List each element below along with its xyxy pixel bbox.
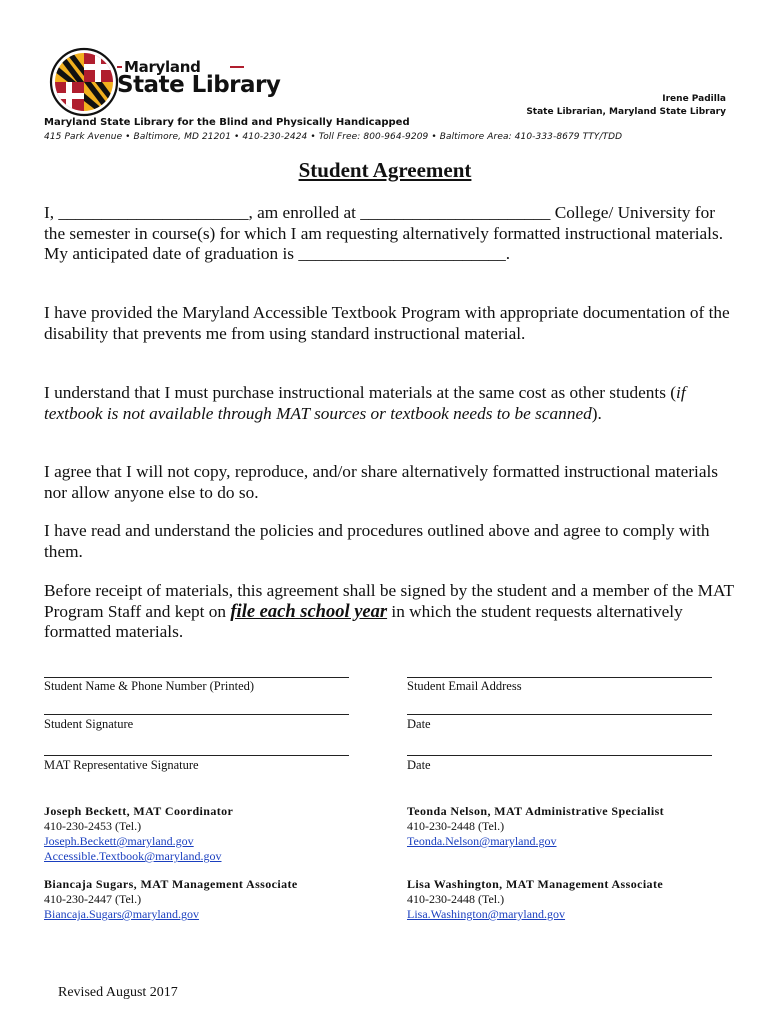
- contact-name: Teonda Nelson, MAT Administrative Specialist: [407, 804, 665, 818]
- contact-block: [44, 877, 298, 922]
- date-line-1[interactable]: [407, 714, 712, 715]
- student-name-label: Student Name & Phone Number (Printed): [44, 679, 255, 693]
- purchase-text-c: ).: [591, 403, 602, 423]
- student-signature-label: Student Signature: [44, 717, 134, 731]
- contact-email-link[interactable]: Biancaja.Sugars@maryland.gov: [44, 907, 200, 921]
- date-label-2: Date: [407, 758, 431, 772]
- contact-phone: 410-230-2453 (Tel.): [44, 819, 142, 833]
- contact-email-link-secondary[interactable]: Accessible.Textbook@maryland.gov: [44, 849, 222, 863]
- purchase-text-italic: if textbook is not available through MAT sources or textbook needs to be scanned: [44, 383, 686, 423]
- paragraph-enrollment: I, ______________________, am enrolled at ______________________ College/ University for the semester in course(s) for which I am requesting alternatively formatted instructional materials. My anticipated date of graduation is ________________________.: [44, 203, 724, 263]
- contact-phone: 410-230-2448 (Tel.): [407, 819, 505, 833]
- student-signature-line[interactable]: [44, 714, 349, 715]
- mat-rep-signature-label: MAT Representative Signature: [44, 758, 199, 772]
- receipt-text-c: in which the student requests alternatively formatted materials.: [44, 601, 683, 641]
- header-right-block: [526, 93, 726, 119]
- contact-email-link[interactable]: Teonda.Nelson@maryland.gov: [407, 834, 557, 848]
- librarian-name: Irene Padilla: [662, 94, 726, 104]
- paragraph-purchase: [44, 383, 734, 424]
- date-label-1: Date: [407, 717, 431, 731]
- contact-block: [407, 804, 664, 849]
- receipt-text-a: Before receipt of materials, this agreement shall be signed by the student and a member of the MAT Program Staff and kept on: [44, 581, 734, 621]
- revised-date: Revised August 2017: [58, 985, 178, 1000]
- contact-phone: 410-230-2448 (Tel.): [407, 892, 505, 906]
- mat-rep-signature-line[interactable]: [44, 755, 349, 756]
- librarian-role: State Librarian, Maryland State Library: [526, 107, 726, 117]
- logo-rule-left: [117, 66, 122, 68]
- contact-phone: 410-230-2447 (Tel.): [44, 892, 142, 906]
- contact-email-link[interactable]: Joseph.Beckett@maryland.gov: [44, 834, 194, 848]
- contact-name: Lisa Washington, MAT Management Associate: [407, 877, 664, 891]
- paragraph-no-copy: I agree that I will not copy, reproduce, and/or share alternatively formatted instructional materials nor allow anyone else to do so.: [44, 462, 719, 502]
- purchase-text-a: I understand that I must purchase instructional materials at the same cost as other students (: [44, 383, 677, 402]
- paragraph-receipt: [44, 581, 734, 643]
- student-email-label: Student Email Address: [407, 679, 522, 693]
- student-email-line[interactable]: [407, 677, 712, 678]
- logo-rule-right: [230, 66, 244, 68]
- contact-name: Joseph Beckett, MAT Coordinator: [44, 804, 234, 818]
- contact-block: [407, 877, 663, 922]
- contact-email-link[interactable]: Lisa.Washington@maryland.gov: [407, 907, 566, 921]
- receipt-text-emphasis: file each school year: [230, 601, 388, 622]
- contact-name: Biancaja Sugars, MAT Management Associate: [44, 877, 298, 891]
- page-title: Student Agreement: [298, 158, 472, 182]
- paragraph-comply: I have read and understand the policies and procedures outlined above and agree to comply with them.: [44, 521, 710, 561]
- library-name: Maryland State Library for the Blind and Physically Handicapped: [44, 117, 410, 128]
- contact-block: [44, 804, 233, 864]
- library-address: 415 Park Avenue • Baltimore, MD 21201 • 410-230-2424 • Toll Free: 800-964-9209 • Baltimore Area: 410-333-8679 TTY/TDD: [44, 132, 623, 142]
- date-line-2[interactable]: [407, 755, 712, 756]
- student-name-line[interactable]: [44, 677, 349, 678]
- paragraph-documentation: I have provided the Maryland Accessible Textbook Program with appropriate documentation of the disability that prevents me from using standard instructional material.: [44, 303, 730, 343]
- logo-text-state-library: State Library: [117, 72, 281, 98]
- logo-text-maryland: Maryland: [124, 58, 201, 76]
